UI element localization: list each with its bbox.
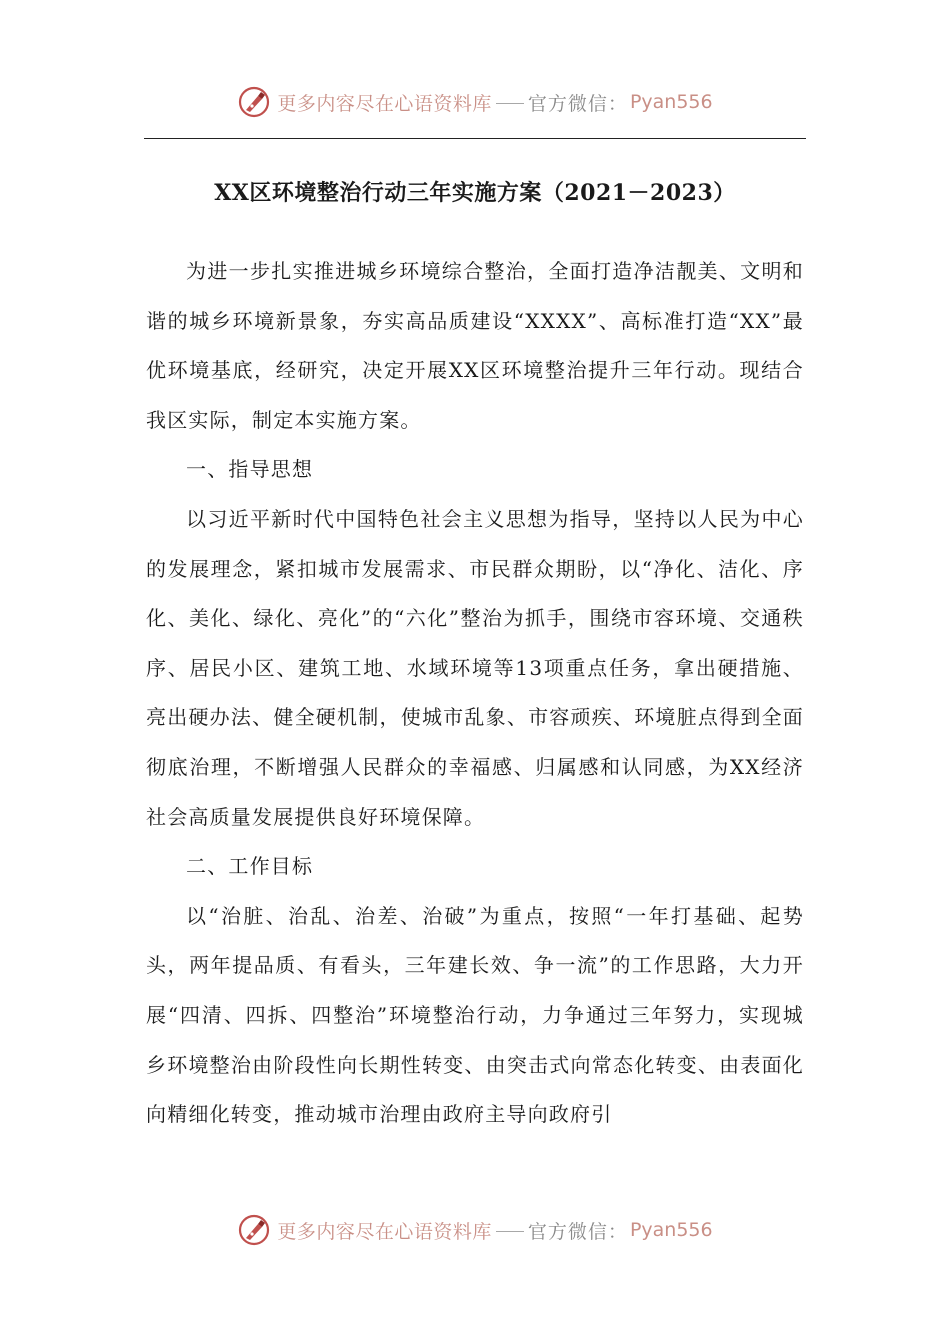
paragraph-work-goals: 以“治脏、治乱、治差、治破”为重点，按照“一年打基础、起势头，两年提品质、有看头，三年建长效、争一流”的工作思路，大力开展“四清、四拆、四整治”环境整治行动，力争通过三年努力，实现城乡环境整治由阶段性向长期性转变、由突击式向常态化转变、由表面化向精细化转变，推动城市治理由政府主导向政府引 [146, 903, 804, 1127]
heading-work-goals: 二、工作目标 [186, 854, 314, 879]
pen-nib-logo-icon [237, 85, 271, 119]
watermark-dash [496, 1231, 524, 1232]
watermark-wechat-id: Pyan556 [629, 91, 713, 113]
watermark-official-label: 官方微信： [527, 92, 628, 115]
watermark-slogan: 更多内容尽在心语资料库 [277, 92, 492, 115]
header-rule [144, 138, 806, 139]
watermark-dash [496, 103, 524, 104]
watermark-slogan: 更多内容尽在心语资料库 [277, 1220, 492, 1243]
paragraph-intro: 为进一步扎实推进城乡环境综合整治，全面打造净洁靓美、文明和谐的城乡环境新景象，夯实高品质建设“XXXX”、高标准打造“XX”最优环境基底，经研究，决定开展XX区环境整治提升三年行动。现结合我区实际，制定本实施方案。 [146, 259, 804, 432]
document-body [146, 247, 804, 1140]
watermark-official-label: 官方微信： [527, 1220, 628, 1243]
heading-guiding-ideology: 一、指导思想 [186, 457, 314, 482]
watermark-banner-bottom [0, 1208, 950, 1252]
paragraph-guiding-ideology: 以习近平新时代中国特色社会主义思想为指导，坚持以人民为中心的发展理念，紧扣城市发展需求、市民群众期盼，以“净化、洁化、序化、美化、绿化、亮化”的“六化”整治为抓手，围绕市容环境、交通秩序、居民小区、建筑工地、水域环境等13项重点任务，拿出硬措施、亮出硬办法、健全硬机制，使城市乱象、市容顽疾、环境脏点得到全面彻底治理，不断增强人民群众的幸福感、归属感和认同感，为XX经济社会高质量发展提供良好环境保障。 [146, 506, 804, 829]
watermark-wechat-id: Pyan556 [629, 1219, 713, 1241]
pen-nib-logo-icon [237, 1213, 271, 1247]
watermark-banner-top [0, 80, 950, 124]
document-title: XX区环境整治行动三年实施方案（2021－2023） [214, 180, 736, 206]
